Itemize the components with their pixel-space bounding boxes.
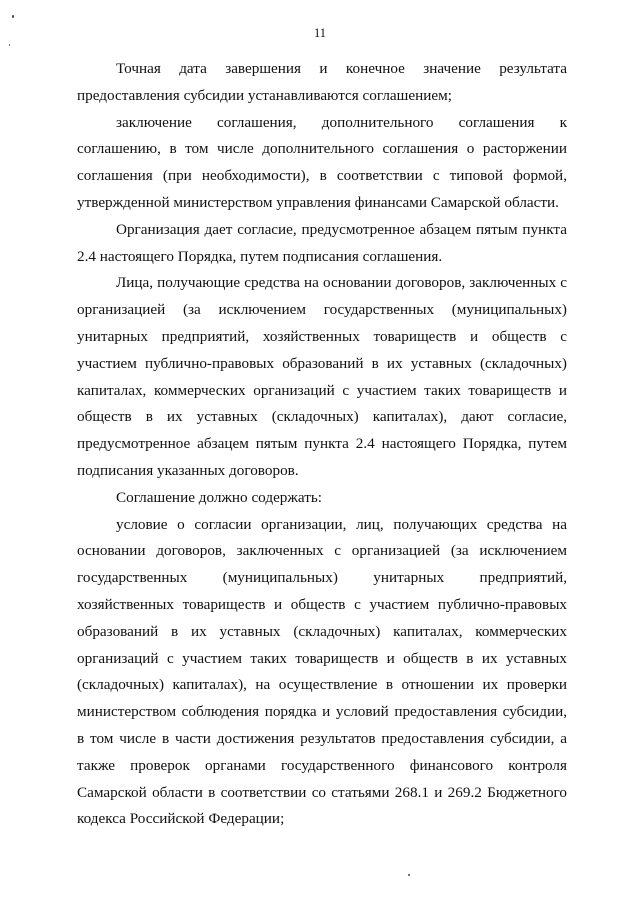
document-body	[77, 56, 567, 833]
page-number: 11	[313, 26, 327, 40]
paragraph-result-date: Точная дата завершения и конечное значение результата предоставления субсидии устанавливаются соглашением;	[77, 60, 567, 104]
paragraph-agreement-contents: Соглашение должно содержать:	[116, 488, 323, 506]
paragraph-agreement-conclusion: заключение соглашения, дополнительного соглашения к соглашению, в том числе дополнительного соглашения о расторжении соглашения (при необходимости), в соответствии с типовой формой, утвержденной министерством управления финансами Самарской области.	[77, 113, 567, 211]
paragraph-organization-consent: Организация дает согласие, предусмотренное абзацем пятым пункта 2.4 настоящего Порядка, путем подписания соглашения.	[77, 220, 567, 265]
scan-speck	[12, 15, 14, 18]
scan-speck	[408, 874, 410, 876]
paragraph-consent-condition: условие о согласии организации, лиц, получающих средства на основании договоров, заключенных с организацией (за исключением государственных (муниципальных) унитарных предприятий, хозяйственных товариществ и обществ с участием публично-правовых образований в их уставных (складочных) капиталах, коммерческих организаций с участием таких товариществ и обществ в их уставных (складочных) капиталах), на осуществление в отношении их проверки министерством соблюдения порядка и условий предоставления субсидии, в том числе в части достижения результатов предоставления субсидии, а также проверок органами государственного финансового контроля Самарской области в соответствии со статьями 268.1 и 269.2 Бюджетного кодекса Российской Федерации;	[77, 515, 567, 828]
scan-speck	[9, 44, 10, 46]
paragraph-persons-consent: Лица, получающие средства на основании договоров, заключенных с организацией (за исключением государственных (муниципальных) унитарных предприятий, хозяйственных товариществ и обществ с участием публично-правовых образований в их уставных (складочных) капиталах, коммерческих организаций с участием таких товариществ и обществ в их уставных (складочных) капиталах), дают согласие, предусмотренное абзацем пятым пункта 2.4 настоящего Порядка, путем подписания указанных договоров.	[77, 274, 567, 479]
